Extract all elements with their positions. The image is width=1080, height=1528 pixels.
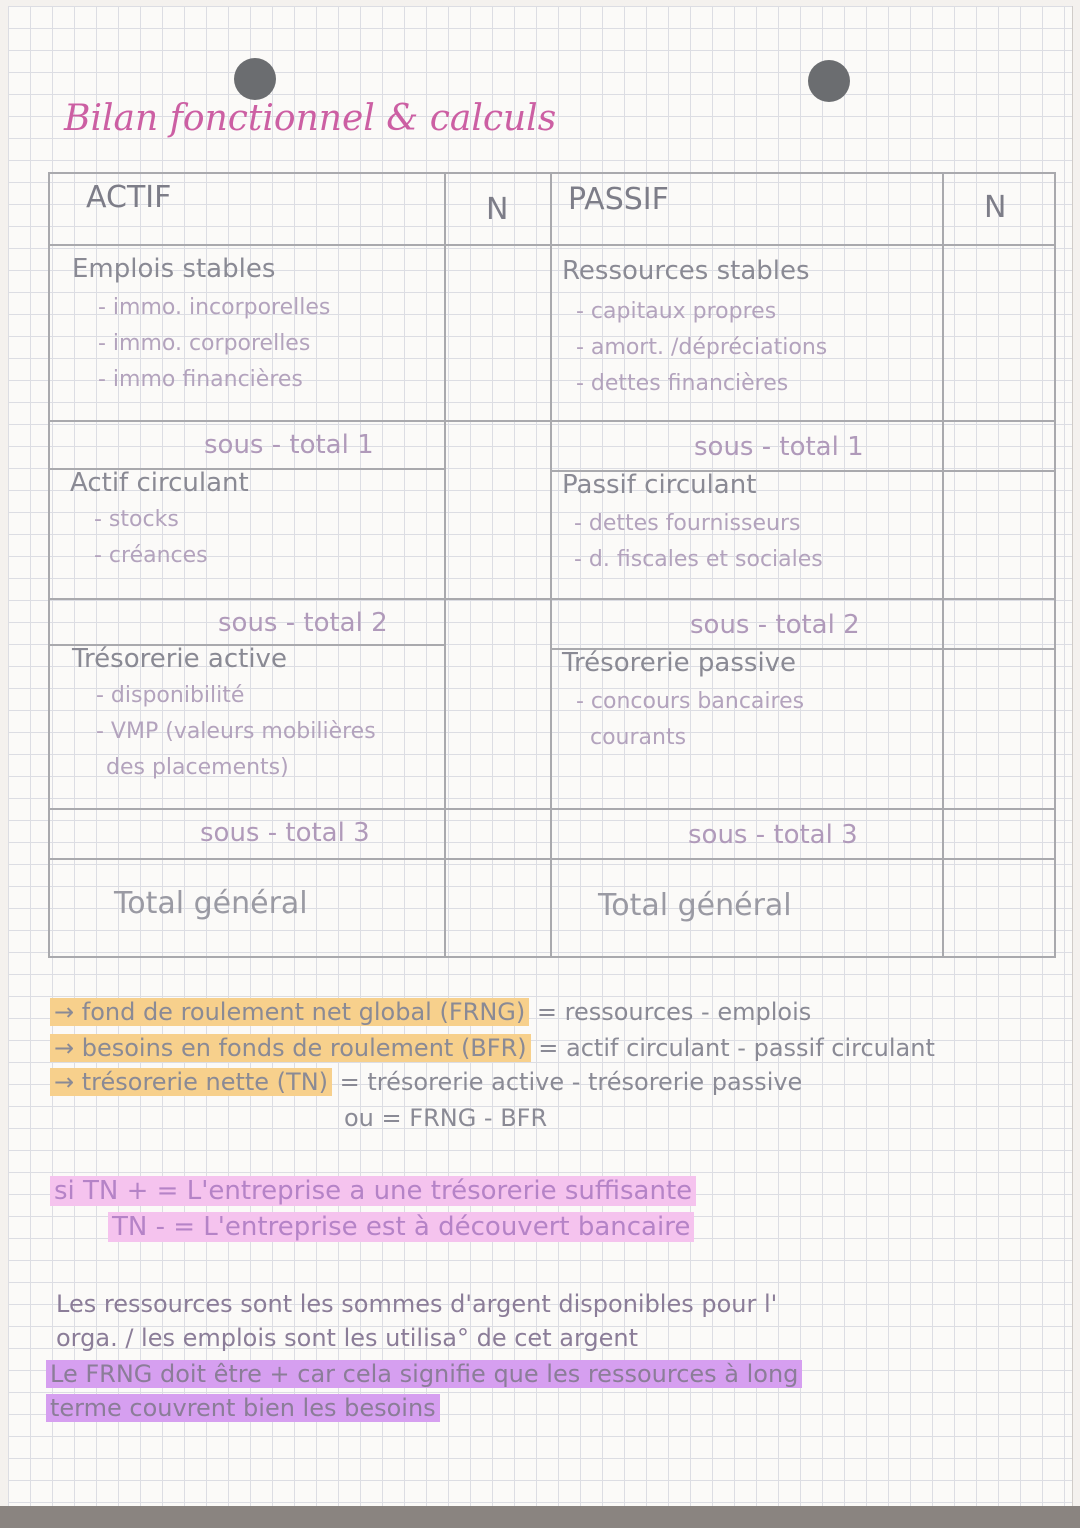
note-highlight-line bbox=[46, 1360, 802, 1388]
tresorerie-active-item: des placements) bbox=[106, 755, 289, 780]
sous-total-1-actif: sous - total 1 bbox=[204, 430, 374, 460]
formula-frng bbox=[50, 998, 811, 1026]
bilan-table bbox=[48, 172, 1056, 958]
passif-circulant-title: Passif circulant bbox=[562, 470, 757, 500]
ressources-stables-title: Ressources stables bbox=[562, 256, 810, 286]
rule-line: si TN + = L'entreprise a une trésorerie suffisante bbox=[50, 1176, 696, 1206]
bfr-label: → besoins en fonds de roulement (BFR) bbox=[50, 1034, 531, 1062]
divider bbox=[550, 174, 552, 956]
rule-tn-negative bbox=[108, 1212, 694, 1242]
divider bbox=[50, 420, 1054, 422]
ressources-stables-item: - capitaux propres bbox=[576, 299, 777, 324]
tresorerie-active-title: Trésorerie active bbox=[72, 644, 287, 674]
passif-header: PASSIF bbox=[568, 182, 669, 217]
total-general-actif: Total général bbox=[114, 886, 308, 921]
punch-hole-left bbox=[234, 58, 276, 100]
formula-tn-alt: ou = FRNG - BFR bbox=[344, 1104, 548, 1132]
frng-equation: = ressources - emplois bbox=[536, 998, 812, 1026]
tresorerie-active-item: - disponibilité bbox=[96, 683, 245, 708]
actif-circulant-item: - stocks bbox=[94, 507, 179, 532]
tn-equation: = trésorerie active - trésorerie passive bbox=[339, 1068, 803, 1096]
note-line: Les ressources sont les sommes d'argent disponibles pour l' bbox=[56, 1290, 778, 1318]
rule-tn-positive bbox=[50, 1176, 696, 1206]
ressources-stables-item: - dettes financières bbox=[576, 371, 789, 396]
formula-tn bbox=[50, 1068, 802, 1096]
sous-total-3-actif: sous - total 3 bbox=[200, 818, 370, 848]
bfr-equation: = actif circulant - passif circulant bbox=[538, 1034, 935, 1062]
tresorerie-passive-item: - concours bancaires bbox=[576, 689, 805, 714]
page-title: Bilan fonctionnel & calculs bbox=[64, 98, 557, 139]
sous-total-2-actif: sous - total 2 bbox=[218, 608, 388, 638]
tn-label: → trésorerie nette (TN) bbox=[50, 1068, 332, 1096]
note-line: Le FRNG doit être + car cela signifie que les ressources à long bbox=[46, 1360, 802, 1388]
punch-hole-right bbox=[808, 60, 850, 102]
frng-label: → fond de roulement net global (FRNG) bbox=[50, 998, 529, 1026]
n-header-actif: N bbox=[486, 192, 509, 227]
page-bottom-edge bbox=[0, 1506, 1080, 1528]
actif-header: ACTIF bbox=[86, 180, 172, 215]
tresorerie-passive-title: Trésorerie passive bbox=[562, 648, 797, 678]
ressources-stables-item: - amort. /dépréciations bbox=[576, 335, 828, 360]
tresorerie-passive-item: courants bbox=[590, 725, 687, 750]
total-general-passif: Total général bbox=[598, 888, 792, 923]
passif-circulant-item: - dettes fournisseurs bbox=[574, 511, 801, 536]
note-highlight-line bbox=[46, 1394, 440, 1422]
tresorerie-active-item: - VMP (valeurs mobilières bbox=[96, 719, 376, 744]
divider bbox=[50, 598, 1054, 600]
n-header-passif: N bbox=[984, 190, 1007, 225]
sous-total-3-passif: sous - total 3 bbox=[688, 820, 858, 850]
emplois-stables-item: - immo. corporelles bbox=[98, 331, 311, 356]
emplois-stables-item: - immo. incorporelles bbox=[98, 295, 331, 320]
sous-total-1-passif: sous - total 1 bbox=[694, 432, 864, 462]
note-line: orga. / les emplois sont les utilisa° de cet argent bbox=[56, 1324, 639, 1352]
actif-circulant-item: - créances bbox=[94, 543, 208, 568]
passif-circulant-item: - d. fiscales et sociales bbox=[574, 547, 823, 572]
divider bbox=[50, 808, 1054, 810]
emplois-stables-item: - immo financières bbox=[98, 367, 303, 392]
divider bbox=[50, 244, 1054, 246]
rule-line: TN - = L'entreprise est à découvert bancaire bbox=[108, 1212, 694, 1242]
formula-bfr bbox=[50, 1034, 935, 1062]
sous-total-2-passif: sous - total 2 bbox=[690, 610, 860, 640]
divider bbox=[444, 174, 446, 956]
actif-circulant-title: Actif circulant bbox=[70, 468, 249, 498]
note-line: terme couvrent bien les besoins bbox=[46, 1394, 440, 1422]
divider bbox=[942, 174, 944, 956]
divider bbox=[50, 858, 1054, 860]
emplois-stables-title: Emplois stables bbox=[72, 254, 276, 284]
